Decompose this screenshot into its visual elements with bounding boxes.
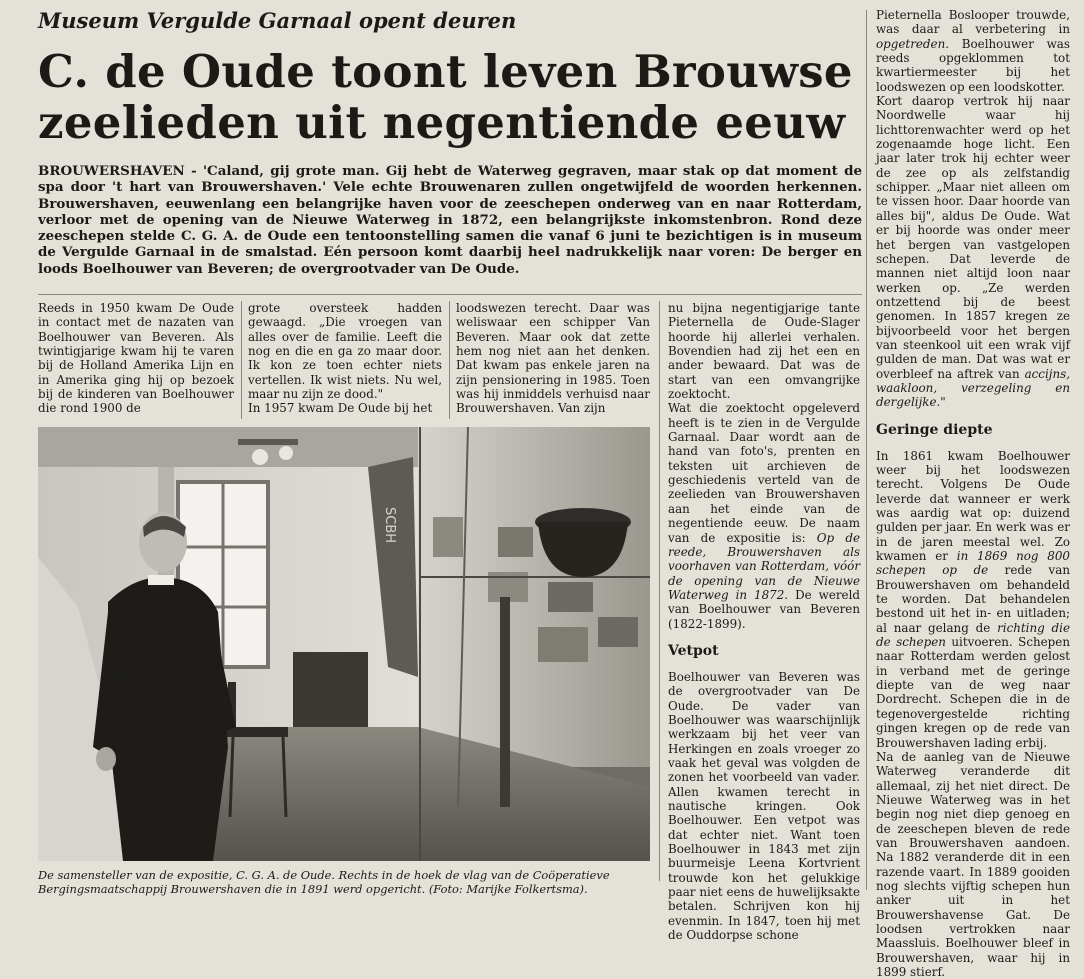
column-divider (659, 301, 660, 881)
lead-divider (38, 294, 862, 295)
paragraph: Pieternella Boslooper trouwde, was daar al verbetering in opgetreden. Boelhouwer was reeds opgeklommen tot kwartiermeester bij het loodswezen op een loodskotter. (876, 8, 1070, 94)
article-kicker: Museum Vergulde Garnaal opent deuren (38, 8, 517, 33)
column-5 (876, 8, 1071, 979)
column-2 (248, 301, 442, 419)
paragraph: Wat die zoektocht opgeleverd heeft is te zien in de Vergulde Garnaal. Daar wordt aan de hand van foto's, prenten en teksten uit archieven de geschiedenis verteld van de zeelieden van Brouwershaven aan het einde van de negentiende eeuw. De naam van de expositie is: Op de reede, Brouwershaven als voorhaven van Rotterdam, vóór de opening van de Nieuwe Waterweg in 1872. De wereld van Boelhouwer van Beveren (1822-1899). (668, 401, 861, 631)
paragraph: In 1957 kwam De Oude bij het (248, 401, 433, 416)
photo-caption: De samensteller van de expositie, C. G. A. de Oude. Rechts in de hoek de vlag van de Coöperatieve Bergingsmaatschappij Brouwershaven die in 1891 werd opgericht. (Foto: Marijke Folkertsma). (38, 868, 610, 897)
column-divider (449, 301, 450, 419)
paragraph: In 1861 kwam Boelhouwer weer bij het loodswezen terecht. Volgens De Oude leverde dat wanneer er werk was aardig wat op: duizend gulden per jaar. En werk was er in de jaren meestal wel. Zo kwamen er in 1869 nog 800 schepen op de rede van Brouwershaven om behandeld te worden. Dat behandelen bestond uit het in- en uitladen; al naar gelang de richting die de schepen uitvoeren. Schepen naar Rotterdam werden gelost in verband met de geringe diepte van de weg naar Dordrecht. Schepen die in de tegenovergestelde richting gingen kregen op de rede van Brouwershaven lading erbij. (876, 448, 1071, 750)
paragraph: loodswezen terecht. Daar was weliswaar een schipper Van Beveren. Maar ook dat zette hem nog niet aan het denken. Dat kwam pas enkele jaren na zijn pensionering in 1985. Toen was hij inmiddels verhuisd naar Brouwershaven. Van zijn (456, 301, 650, 416)
museum-photo-illustration (38, 427, 650, 861)
column-divider (241, 301, 242, 419)
column-4 (668, 301, 861, 943)
paragraph: Reeds in 1950 kwam De Oude in contact met de nazaten van Boelhouwer van Beveren. Als twintigjarige kwam hij te varen bij de Holland Amerika Lijn en in Amerika ging hij op bezoek bij de kinderen van Boelhouwer die rond 1900 de (38, 301, 234, 416)
paragraph: Kort daarop vertrok hij naar Noordwelle waar hij lichttorenwachter werd op het zogenaamde hoge licht. Een jaar later trok hij echter weer de zee op als zelfstandig schipper. „Maar niet alleen om te vissen hoor. Daar hoorde van alles bij", aldus De Oude. Wat er bij hoorde was onder meer het bergen van vastgelopen schepen. Dat leverde de mannen niet altijd loon naar werken op. „Ze werden ontzettend bij de beest genomen. In 1857 kregen ze bijvoorbeeld voor het bergen van steenkool uit een wrak vijf gulden de man. Dat was wat er overbleef na aftrek van accijns, waakloon, verzegeling en dergelijke." (876, 94, 1071, 410)
article-photo (38, 427, 650, 861)
paragraph: Na de aanleg van de Nieuwe Waterweg veranderde dit allemaal, zij het niet direct. De Nieuwe Waterweg was in het begin nog niet diep genoeg en de zeeschepen bleven de rede van Brouwershaven aandoen. Na 1882 veranderde dit in een razende vaart. In 1889 gooiden nog slechts vijftig schepen hun anker uit in het Brouwershavense Gat. De loodsen vertrokken naar Maassluis. Boelhouwer bleef in Brouwershaven, waar hij in 1899 stierf. (876, 749, 1070, 979)
subheading-geringe-diepte: Geringe diepte (876, 421, 993, 438)
column-1 (38, 301, 234, 419)
flag-lettering: SCBH (382, 507, 397, 544)
paragraph: nu bijna negentigjarige tante Pieternella de Oude-Slager hoorde hij allerlei verhalen. Bovendien had zij het een en ander bewaard. Dat was de start van een omvangrijke zoektocht. (668, 301, 860, 402)
column-3 (456, 301, 650, 419)
article-lead: BROUWERSHAVEN - 'Caland, gij grote man. Gij hebt de Waterweg gegraven, maar stak op dat moment de spa door 't hart van Brouwershaven.' Vele echte Brouwenaren zullen ongetwijfeld de woorden herkennen. Brouwershaven, eeuwenlang een belangrijke haven voor de zeeschepen onderweg van en naar Rotterdam, verloor met de opening van de Nieuwe Waterweg in 1872, een belangrijkste inkomstenbron. Rond deze zeeschepen stelde C. G. A. de Oude een tentoonstelling samen die vanaf 6 juni te bezichtigen is in museum de Vergulde Garnaal in de smalstad. Eén persoon komt daarbij heel nadrukkelijk naar voren: De berger en loods Boelhouwer van Beveren; de overgrootvader van De Oude. (38, 163, 862, 277)
article-headline: C. de Oude toont leven Brouwse zeelieden uit negentiende eeuw (38, 45, 853, 149)
subheading-vetpot: Vetpot (668, 642, 719, 659)
exhibition-title: Op de reede, Brouwershaven als voorhaven van Rotterdam, vóór de opening van de Nieuwe Waterweg in 1872. (668, 530, 860, 602)
paragraph: grote oversteek hadden gewaagd. „Die vroegen van alles over de familie. Leeft die nog en die en ga zo maar door. Ik kon ze toen echter niets vertellen. Ik wist niets. Nu wel, maar nu zijn ze dood." (248, 301, 442, 402)
column-divider (866, 10, 867, 890)
paragraph: Boelhouwer van Beveren was de overgrootvader van De Oude. De vader van Boelhouwer was waarschijnlijk werkzaam bij het veer van Herkingen en zoals vroeger zo vaak het geval was volgden de zonen het voorbeeld van vader. Allen kwamen terecht in nautische kringen. Ook Boelhouwer. Een vetpot was dat echter niet. Want toen Boelhouwer in 1843 met zijn buurmeisje Leena Kortvrient trouwde kon het gelukkige paar niet eens de huwelijksakte betalen. Schrijven kon hij evenmin. In 1847, toen hij met de Ouddorpse schone (668, 669, 860, 943)
